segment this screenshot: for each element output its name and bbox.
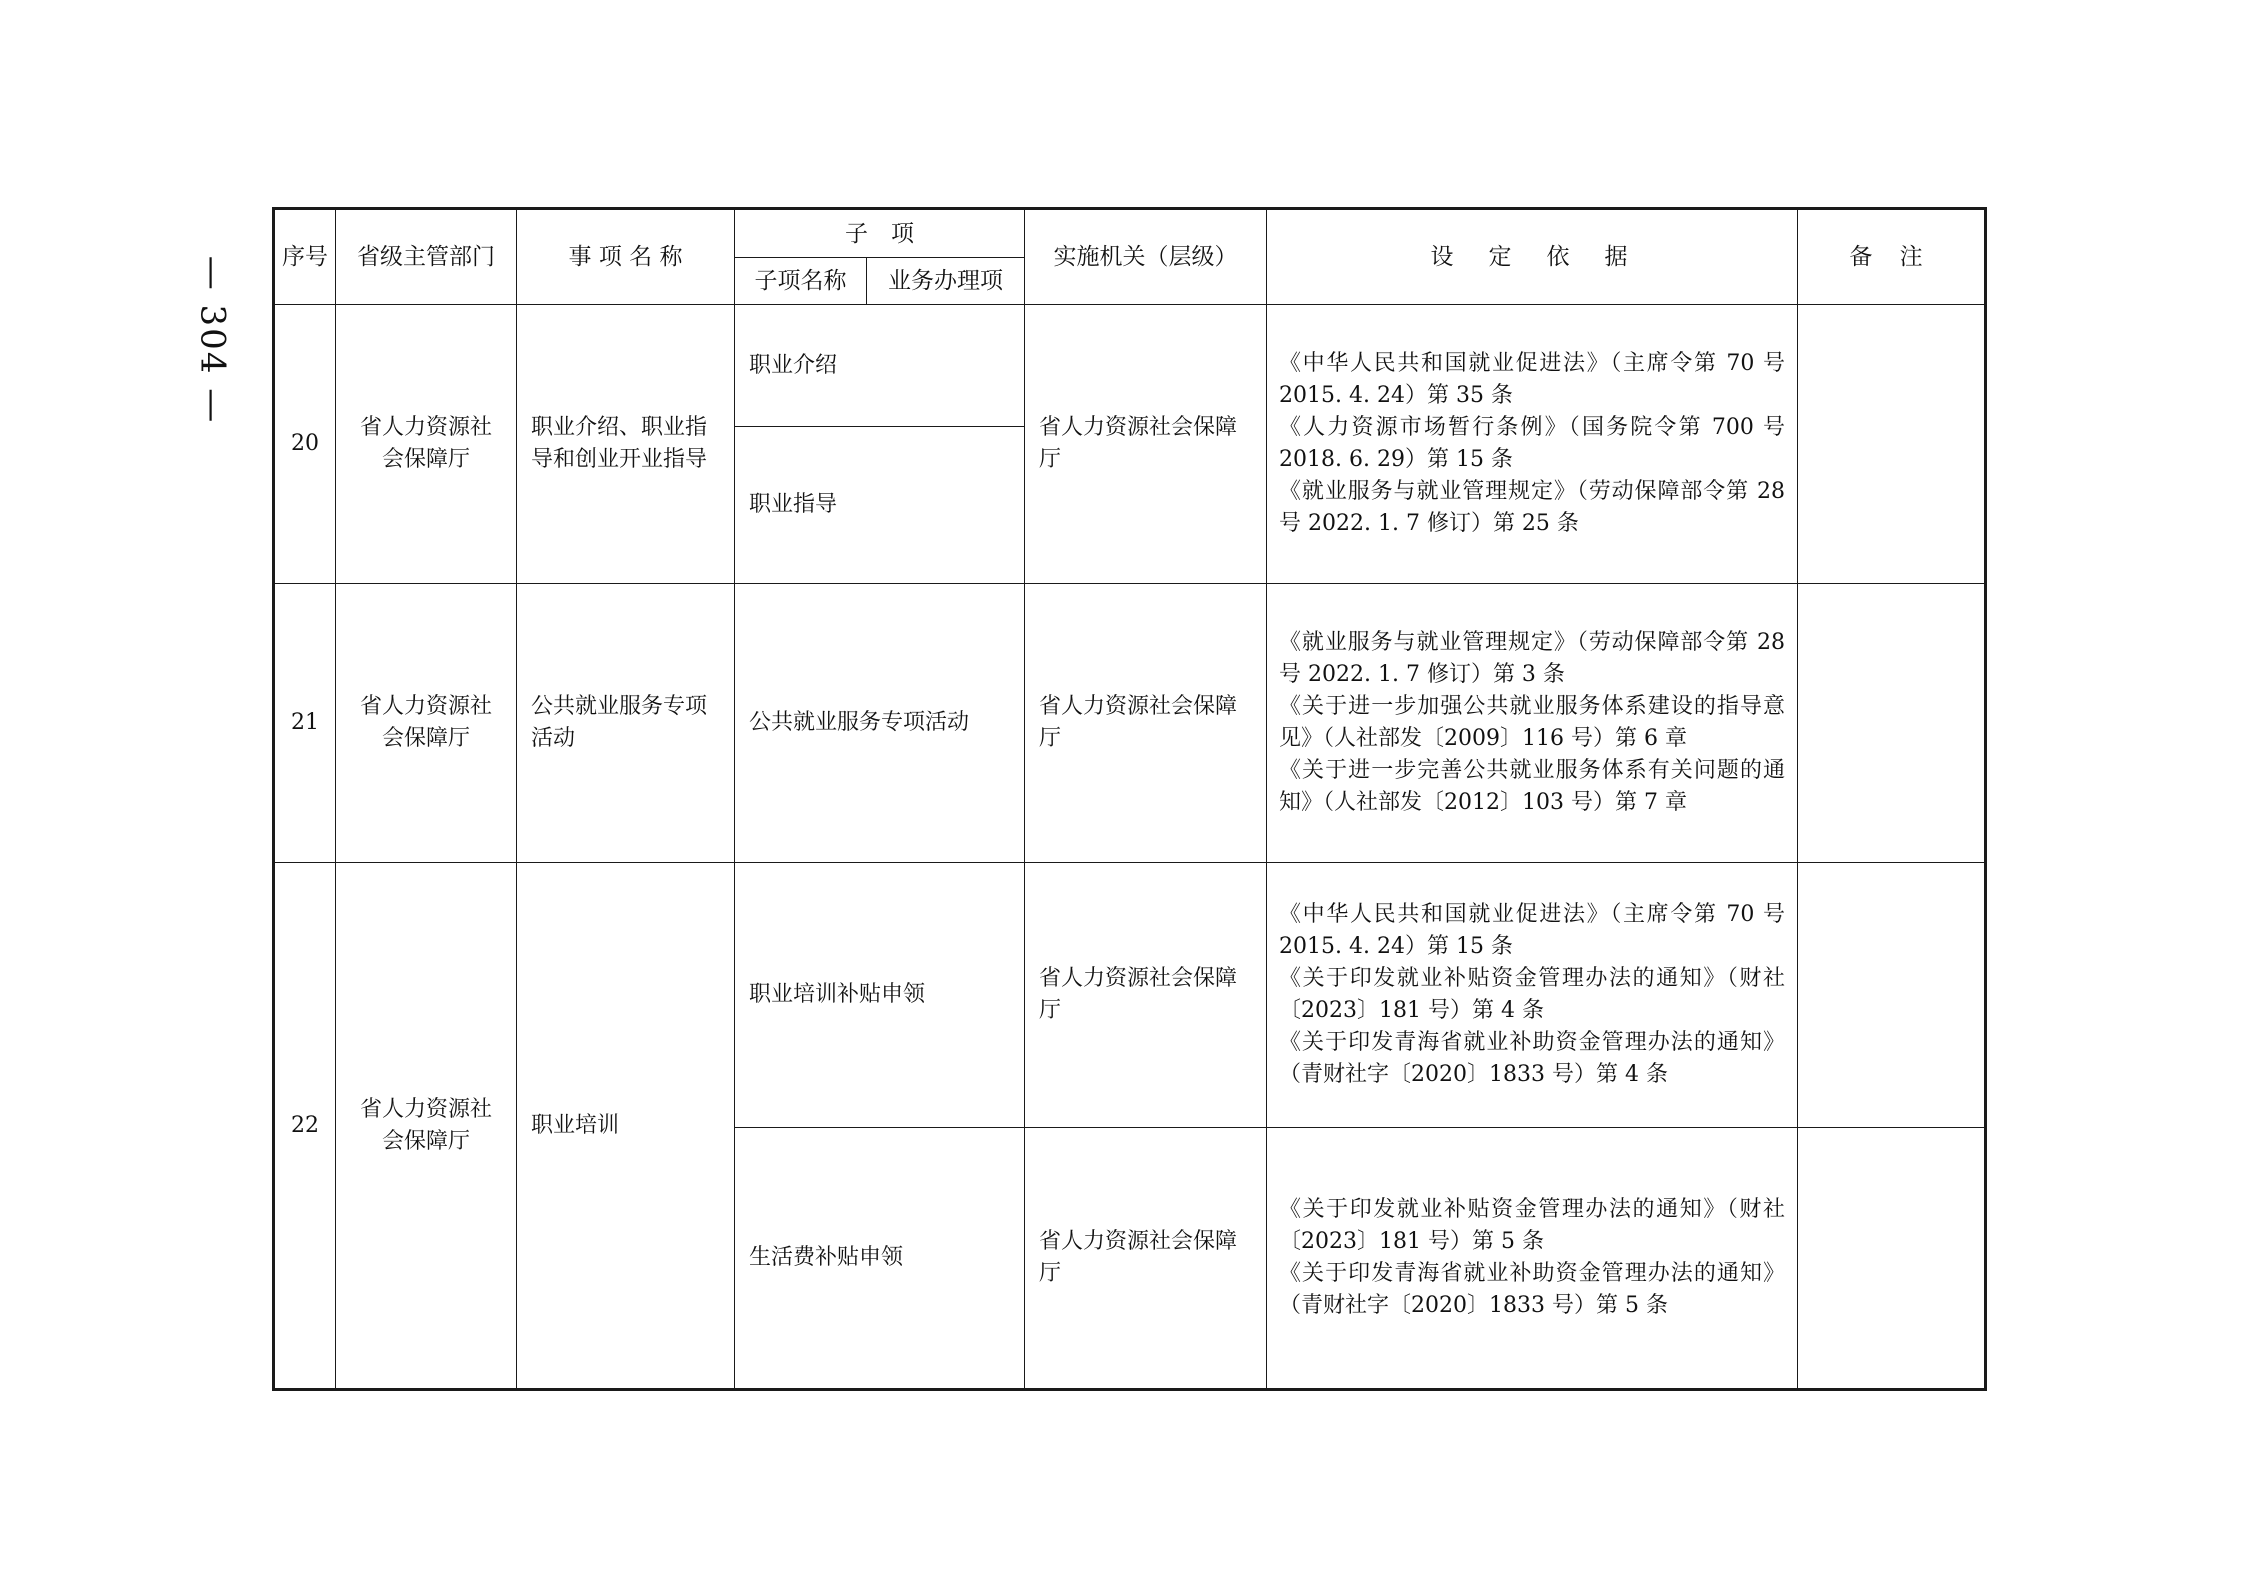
row-agency: 省人力资源社会保障厅 — [1025, 1128, 1267, 1390]
basis-line: 《关于进一步完善公共就业服务体系有关问题的通知》（人社部发〔2012〕103 号）第 7 章 — [1279, 758, 1785, 815]
row-seq: 22 — [274, 863, 336, 1390]
header-sub-business: 业务办理项 — [867, 258, 1025, 305]
row-item: 职业培训 — [517, 863, 735, 1390]
row-remarks — [1798, 863, 1986, 1128]
header-item-name: 事 项 名 称 — [517, 209, 735, 305]
basis-line: 《关于印发青海省就业补助资金管理办法的通知》（青财社字〔2020〕1833 号）第 5 条 — [1279, 1261, 1785, 1318]
row-basis — [1267, 305, 1798, 584]
header-agency: 实施机关（层级） — [1025, 209, 1267, 305]
row-seq: 20 — [274, 305, 336, 584]
row-seq: 21 — [274, 584, 336, 863]
header-sub-name: 子项名称 — [735, 258, 867, 305]
header-seq: 序号 — [274, 209, 336, 305]
basis-line: 《关于印发就业补贴资金管理办法的通知》（财社〔2023〕181 号）第 5 条 — [1279, 1197, 1785, 1254]
basis-line: 《就业服务与就业管理规定》（劳动保障部令第 28 号 2022. 1. 7 修订）第 3 条 — [1279, 630, 1785, 687]
row-agency: 省人力资源社会保障厅 — [1025, 863, 1267, 1128]
table-row — [274, 863, 1986, 1128]
row-basis — [1267, 863, 1798, 1128]
row-remarks — [1798, 1128, 1986, 1390]
header-dept: 省级主管部门 — [336, 209, 517, 305]
row-agency: 省人力资源社会保障厅 — [1025, 305, 1267, 584]
items-table — [272, 207, 1987, 1391]
row-agency: 省人力资源社会保障厅 — [1025, 584, 1267, 863]
row-dept: 省人力资源社会保障厅 — [336, 863, 517, 1390]
sub-name: 职业介绍 — [735, 305, 1025, 427]
basis-line: 《就业服务与就业管理规定》（劳动保障部令第 28 号 2022. 1. 7 修订）第 25 条 — [1279, 479, 1785, 536]
row-item: 职业介绍、职业指导和创业开业指导 — [517, 305, 735, 584]
basis-line: 《人力资源市场暂行条例》（国务院令第 700 号 2018. 6. 29）第 15 条 — [1279, 415, 1785, 472]
page-number — [178, 245, 246, 435]
sub-name: 公共就业服务专项活动 — [735, 584, 1025, 863]
row-item: 公共就业服务专项活动 — [517, 584, 735, 863]
header-basis: 设 定 依 据 — [1267, 209, 1798, 305]
header-remarks: 备 注 — [1798, 209, 1986, 305]
basis-line: 《关于印发就业补贴资金管理办法的通知》（财社〔2023〕181 号）第 4 条 — [1279, 966, 1785, 1023]
row-remarks — [1798, 584, 1986, 863]
row-dept: 省人力资源社会保障厅 — [336, 305, 517, 584]
table-row — [274, 584, 1986, 863]
basis-line: 《关于进一步加强公共就业服务体系建设的指导意见》（人社部发〔2009〕116 号）第 6 章 — [1279, 694, 1785, 751]
sub-name: 职业指导 — [735, 427, 1025, 584]
table-row — [274, 305, 1986, 427]
row-basis — [1267, 584, 1798, 863]
basis-line: 《中华人民共和国就业促进法》（主席令第 70 号 2015. 4. 24）第 35 条 — [1279, 351, 1785, 408]
basis-line: 《中华人民共和国就业促进法》（主席令第 70 号 2015. 4. 24）第 15 条 — [1279, 902, 1785, 959]
row-basis — [1267, 1128, 1798, 1390]
row-remarks — [1798, 305, 1986, 584]
sub-name: 职业培训补贴申领 — [735, 863, 1025, 1128]
basis-line: 《关于印发青海省就业补助资金管理办法的通知》（青财社字〔2020〕1833 号）第 4 条 — [1279, 1030, 1785, 1087]
row-dept: 省人力资源社会保障厅 — [336, 584, 517, 863]
header-sub: 子 项 — [735, 209, 1025, 258]
page-number-text: — 304 — — [192, 255, 233, 425]
sub-name: 生活费补贴申领 — [735, 1128, 1025, 1390]
